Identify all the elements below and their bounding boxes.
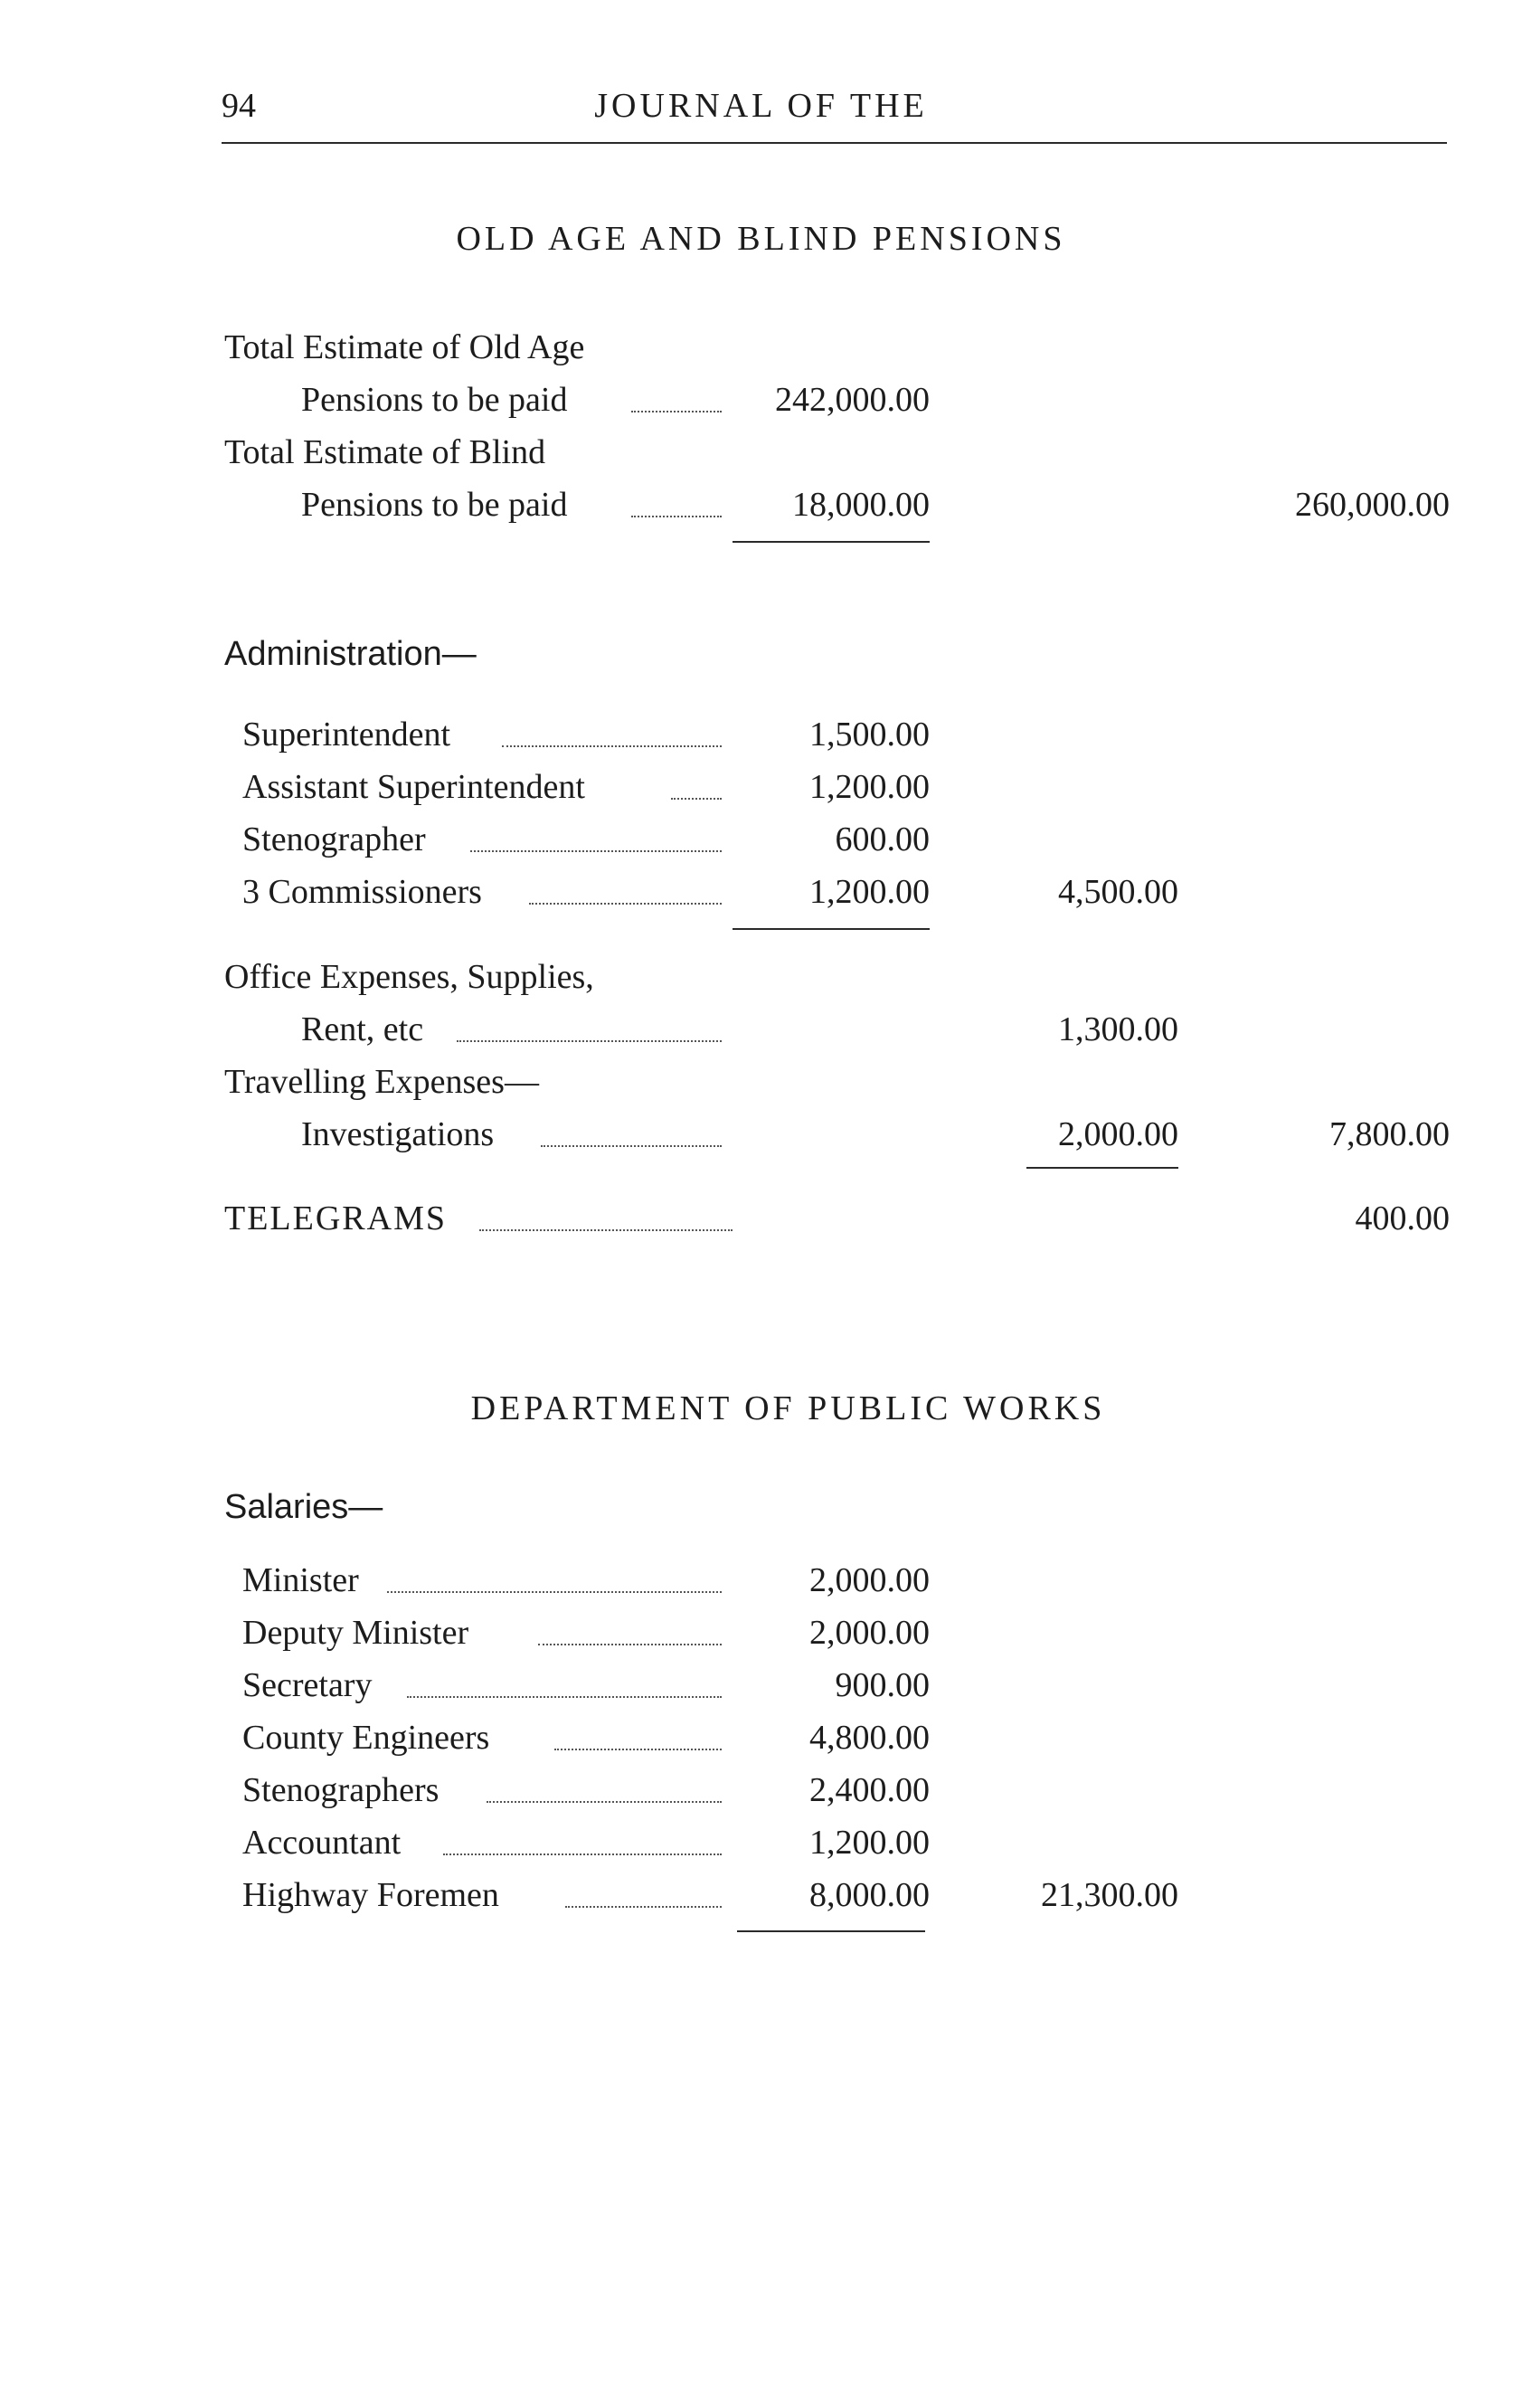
section-title-pensions: OLD AGE AND BLIND PENSIONS [456,220,1066,258]
item-label-old-age: Total Estimate of Old Age [224,328,585,366]
dot-leader [671,798,722,800]
item-label-blind: Total Estimate of Blind [224,433,546,471]
dot-leader [470,850,722,852]
amount-highway-foremen: 8,000.00 [809,1876,930,1914]
grand-total-pensions: 260,000.00 [1295,486,1450,524]
item-label-secretary: Secretary [242,1666,373,1704]
amount-old-age: 242,000.00 [775,381,930,419]
item-label-stenographers: Stenographers [242,1771,440,1809]
subtotal-travelling-expenses: 2,000.00 [1058,1115,1178,1153]
item-label-deputy-minister: Deputy Minister [242,1614,469,1652]
dot-leader [387,1591,722,1593]
amount-secretary: 900.00 [835,1666,930,1704]
amount-county-engineers: 4,800.00 [809,1719,930,1757]
dot-leader [487,1801,722,1803]
item-label-stenographer: Stenographer [242,820,426,858]
running-head: JOURNAL OF THE [594,87,928,125]
dot-leader [541,1145,722,1147]
dot-leader [479,1229,733,1231]
dot-leader [554,1749,722,1750]
item-label-office-expenses: Office Expenses, Supplies, [224,958,594,996]
amount-stenographers: 2,400.00 [809,1771,930,1809]
item-label-county-engineers: County Engineers [242,1719,490,1757]
dot-leader [529,903,722,905]
total-rule [733,928,930,930]
item-label-commissioners: 3 Commissioners [242,873,482,911]
section-title-public-works: DEPARTMENT OF PUBLIC WORKS [470,1389,1106,1427]
administration-heading: Administration— [224,635,477,673]
item-label-minister: Minister [242,1561,359,1599]
dot-leader [631,516,722,517]
item-label-investigations: Investigations [301,1115,495,1153]
amount-blind: 18,000.00 [792,486,930,524]
dot-leader [631,411,722,412]
amount-superintendent: 1,500.00 [809,716,930,754]
page-number: 94 [222,87,256,125]
dot-leader [407,1696,722,1698]
subtotal-administration: 4,500.00 [1058,873,1178,911]
amount-minister: 2,000.00 [809,1561,930,1599]
amount-assistant-superintendent: 1,200.00 [809,768,930,806]
grand-total-telegrams: 400.00 [1355,1199,1450,1237]
total-rule [733,541,930,543]
dot-leader [443,1853,722,1855]
amount-accountant: 1,200.00 [809,1824,930,1862]
subtotal-salaries: 21,300.00 [1041,1876,1178,1914]
dot-leader [502,745,722,747]
item-label-office-expenses-cont: Rent, etc [301,1010,424,1048]
dot-leader [565,1906,722,1908]
item-label-old-age-cont: Pensions to be paid [301,381,568,419]
amount-stenographer: 600.00 [835,820,930,858]
item-label-telegrams: TELEGRAMS [224,1199,447,1237]
item-label-travelling-expenses: Travelling Expenses— [224,1063,539,1101]
subtotal-office-expenses: 1,300.00 [1058,1010,1178,1048]
amount-commissioners: 1,200.00 [809,873,930,911]
item-label-accountant: Accountant [242,1824,402,1862]
dot-leader [457,1040,722,1042]
item-label-assistant-superintendent: Assistant Superintendent [242,768,585,806]
dot-leader [538,1644,722,1645]
grand-total-administration: 7,800.00 [1329,1115,1450,1153]
amount-deputy-minister: 2,000.00 [809,1614,930,1652]
header-rule [222,142,1447,144]
total-rule [737,1930,925,1932]
item-label-highway-foremen: Highway Foremen [242,1876,499,1914]
salaries-heading: Salaries— [224,1488,383,1526]
item-label-blind-cont: Pensions to be paid [301,486,568,524]
item-label-superintendent: Superintendent [242,716,451,754]
total-rule [1026,1167,1178,1169]
